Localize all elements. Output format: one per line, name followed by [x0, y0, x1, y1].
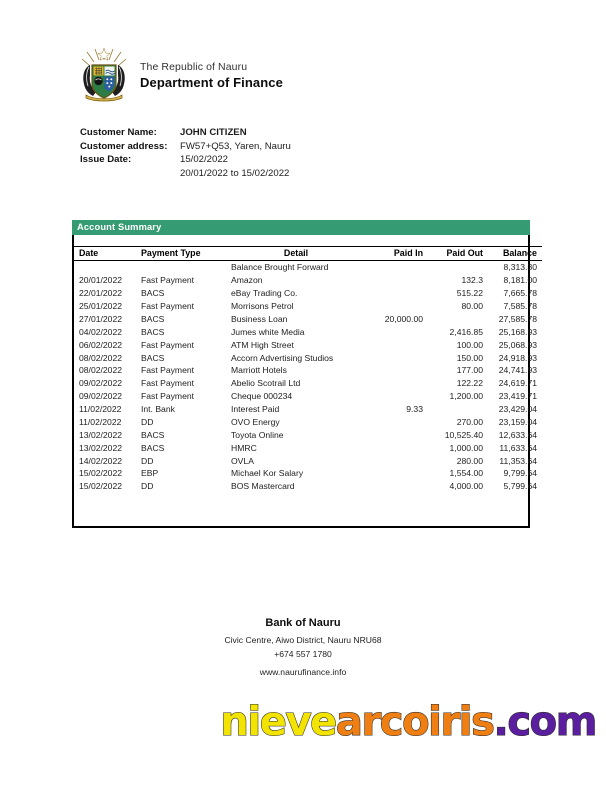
- table-row: [74, 287, 542, 300]
- cell-balance: 11,633.64: [499, 442, 537, 453]
- wordmark-part-com: .com: [493, 699, 596, 745]
- cell-detail: Accorn Advertising Studios: [231, 352, 334, 363]
- letterhead: [78, 46, 283, 102]
- cell-paid-in: 9.33: [406, 404, 423, 415]
- table-row: [74, 300, 542, 313]
- cell-detail: Interest Paid: [231, 404, 280, 415]
- cell-paid-out: [423, 261, 483, 274]
- table-row: [74, 454, 542, 467]
- cell-paid-in: [361, 325, 423, 338]
- table-row: [74, 261, 542, 274]
- cell-detail: Michael Kor Salary: [231, 468, 304, 479]
- cell-payment-type: BACS: [141, 313, 165, 324]
- cell-paid-in: [361, 467, 423, 480]
- cell-paid-in: [361, 377, 423, 390]
- cell-detail: ATM High Street: [231, 339, 294, 350]
- column-header-paid-out: Paid Out: [423, 247, 483, 261]
- cell-paid-in: [361, 416, 423, 429]
- cell-paid-out: [423, 403, 483, 416]
- cell-paid-in: [361, 428, 423, 441]
- cell-payment-type: DD: [141, 416, 154, 427]
- table-row: [74, 390, 542, 403]
- table-row: [74, 428, 542, 441]
- account-summary-section: [72, 220, 537, 528]
- cell-detail: OVO Energy: [231, 416, 280, 427]
- org-title: Department of Finance: [140, 74, 283, 90]
- cell-balance: 23,429.04: [498, 404, 537, 415]
- org-subtitle: The Republic of Nauru: [140, 60, 248, 73]
- cell-balance: 9,799.64: [503, 468, 537, 479]
- cell-detail: Cheque 000234: [231, 391, 293, 402]
- bank-website: www.naurufinance.info: [259, 667, 347, 677]
- cell-paid-out: 80.00: [461, 301, 483, 312]
- cell-payment-type: Fast Payment: [141, 391, 195, 402]
- cell-date: 08/02/2022: [79, 365, 123, 376]
- cell-date: 27/01/2022: [79, 313, 123, 324]
- cell-date: 09/02/2022: [79, 391, 123, 402]
- cell-payment-type: DD: [141, 455, 154, 466]
- document-footer: [0, 616, 606, 679]
- cell-paid-in: [361, 351, 423, 364]
- table-row: [74, 364, 542, 377]
- cell-paid-out: 1,200.00: [449, 391, 483, 402]
- cell-balance: 5,799.64: [503, 481, 537, 492]
- cell-detail: Marriott Hotels: [231, 365, 287, 376]
- customer-name-row: [80, 126, 291, 140]
- cell-payment-type: BACS: [141, 288, 165, 299]
- cell-balance: 24,619.71: [498, 378, 537, 389]
- cell-paid-out: 10,525.40: [444, 429, 483, 440]
- cell-paid-in: [361, 287, 423, 300]
- site-wordmark: [0, 699, 606, 745]
- cell-payment-type: Int. Bank: [141, 404, 175, 415]
- cell-balance: 24,741.93: [498, 365, 537, 376]
- table-top-spacer: [74, 235, 528, 246]
- cell-date: 04/02/2022: [79, 326, 123, 337]
- cell-balance: 24,918.93: [498, 352, 537, 363]
- wordmark-part-nieve: nieve: [220, 699, 336, 745]
- cell-balance: 23,159.04: [498, 416, 537, 427]
- cell-date: 14/02/2022: [79, 455, 123, 466]
- table-row: [74, 377, 542, 390]
- cell-payment-type: Fast Payment: [141, 365, 195, 376]
- column-header-paid-in: Paid In: [361, 247, 423, 261]
- bank-phone: +674 557 1780: [274, 649, 332, 659]
- cell-paid-in: [361, 364, 423, 377]
- issue-date-value: 15/02/2022: [180, 154, 229, 166]
- transactions-table-frame: [72, 235, 537, 528]
- cell-paid-out: 1,000.00: [449, 442, 483, 453]
- bank-name: Bank of Nauru: [265, 617, 341, 629]
- cell-payment-type: Fast Payment: [141, 301, 195, 312]
- column-header-balance: Balance: [483, 247, 542, 261]
- cell-date: 09/02/2022: [79, 378, 123, 389]
- customer-address-value: FW57+Q53, Yaren, Nauru: [180, 140, 291, 152]
- cell-date: 13/02/2022: [79, 442, 123, 453]
- cell-payment-type: BACS: [141, 429, 165, 440]
- cell-balance: 8,181.00: [503, 275, 537, 286]
- customer-details: [80, 126, 291, 181]
- cell-date: 20/01/2022: [79, 275, 123, 286]
- cell-detail: Balance Brought Forward: [231, 262, 329, 273]
- cell-detail: Business Loan: [231, 313, 288, 324]
- cell-paid-out: 1,554.00: [449, 468, 483, 479]
- cell-paid-out: 270.00: [456, 416, 483, 427]
- cell-detail: BOS Mastercard: [231, 481, 295, 492]
- cell-payment-type: BACS: [141, 442, 165, 453]
- cell-paid-out: 177.00: [456, 365, 483, 376]
- table-row: [74, 441, 542, 454]
- cell-payment-type: Fast Payment: [141, 378, 195, 389]
- cell-payment-type: BACS: [141, 326, 165, 337]
- cell-date: 08/02/2022: [79, 352, 123, 363]
- letterhead-text: [140, 57, 283, 91]
- cell-paid-out: 4,000.00: [449, 481, 483, 492]
- cell-paid-in: [361, 480, 423, 493]
- cell-date: [74, 261, 141, 274]
- account-summary-title: Account Summary: [72, 220, 530, 235]
- cell-balance: 25,068.93: [498, 339, 537, 350]
- cell-detail: eBay Trading Co.: [231, 288, 298, 299]
- statement-period-value: 20/01/2022 to 15/02/2022: [180, 168, 290, 180]
- cell-balance: 11,353.64: [499, 455, 537, 466]
- cell-detail: Jumes white Media: [231, 326, 305, 337]
- cell-date: 06/02/2022: [79, 339, 123, 350]
- cell-balance: 7,665.78: [503, 288, 537, 299]
- table-row: [74, 480, 542, 493]
- cell-date: 22/01/2022: [79, 288, 123, 299]
- cell-paid-out: 132.3: [461, 275, 483, 286]
- issue-date-label: Issue Date:: [80, 154, 132, 166]
- cell-detail: Toyota Online: [231, 429, 284, 440]
- cell-date: 25/01/2022: [79, 301, 123, 312]
- table-row: [74, 467, 542, 480]
- cell-payment-type: Fast Payment: [141, 339, 195, 350]
- cell-date: 15/02/2022: [79, 468, 123, 479]
- table-header-row: [74, 247, 542, 261]
- cell-paid-out: 2,416.85: [449, 326, 483, 337]
- table-row: [74, 274, 542, 287]
- table-row: [74, 338, 542, 351]
- customer-name-label: Customer Name:: [80, 127, 157, 138]
- transactions-table: [74, 246, 542, 493]
- cell-detail: Morrisons Petrol: [231, 301, 294, 312]
- cell-payment-type: EBP: [141, 468, 159, 479]
- cell-balance: 25,168.93: [498, 326, 537, 337]
- issue-date-row: [80, 153, 291, 167]
- cell-payment-type: [141, 261, 231, 274]
- cell-paid-in: [361, 274, 423, 287]
- column-header-payment-type: Payment Type: [141, 247, 231, 261]
- table-row: [74, 416, 542, 429]
- transactions-body: [74, 261, 542, 493]
- bank-address: Civic Centre, Aiwo District, Nauru NRU68: [224, 635, 382, 645]
- table-row: [74, 313, 542, 326]
- cell-balance: 8,313.30: [503, 262, 537, 273]
- column-header-detail: Detail: [231, 247, 361, 261]
- cell-detail: Abelio Scotrail Ltd: [231, 378, 301, 389]
- cell-payment-type: BACS: [141, 352, 165, 363]
- cell-paid-out: 122.22: [456, 378, 483, 389]
- cell-paid-out: [423, 313, 483, 326]
- cell-paid-in: [361, 261, 423, 274]
- cell-paid-in: [361, 441, 423, 454]
- cell-paid-out: 515.22: [456, 288, 483, 299]
- cell-paid-in: 20,000.00: [384, 313, 423, 324]
- cell-detail: OVLA: [231, 455, 254, 466]
- cell-paid-out: 280.00: [456, 455, 483, 466]
- cell-balance: 23,419.71: [498, 391, 537, 402]
- cell-paid-in: [361, 390, 423, 403]
- cell-payment-type: DD: [141, 481, 154, 492]
- cell-balance: 27,585.78: [498, 313, 537, 324]
- cell-detail: Amazon: [231, 275, 263, 286]
- wordmark-part-arcoiris: arcoiris: [335, 699, 494, 745]
- customer-name-value: JOHN CITIZEN: [180, 127, 247, 138]
- table-row: [74, 403, 542, 416]
- cell-balance: 7,585.78: [503, 301, 537, 312]
- column-header-date: Date: [74, 247, 141, 261]
- cell-date: 13/02/2022: [79, 429, 123, 440]
- cell-payment-type: Fast Payment: [141, 275, 195, 286]
- cell-date: 11/02/2022: [79, 416, 122, 427]
- cell-paid-in: [361, 300, 423, 313]
- nauru-coat-of-arms-icon: [78, 46, 130, 102]
- table-row: [74, 325, 542, 338]
- cell-paid-out: 150.00: [456, 352, 483, 363]
- cell-date: 11/02/2022: [79, 404, 122, 415]
- table-row: [74, 351, 542, 364]
- cell-date: 15/02/2022: [79, 481, 123, 492]
- cell-paid-out: 100.00: [456, 339, 483, 350]
- cell-paid-in: [361, 338, 423, 351]
- cell-detail: HMRC: [231, 442, 257, 453]
- customer-address-label: Customer address:: [80, 140, 168, 152]
- customer-address-row: [80, 140, 291, 154]
- cell-paid-in: [361, 454, 423, 467]
- cell-balance: 12,633.64: [498, 429, 537, 440]
